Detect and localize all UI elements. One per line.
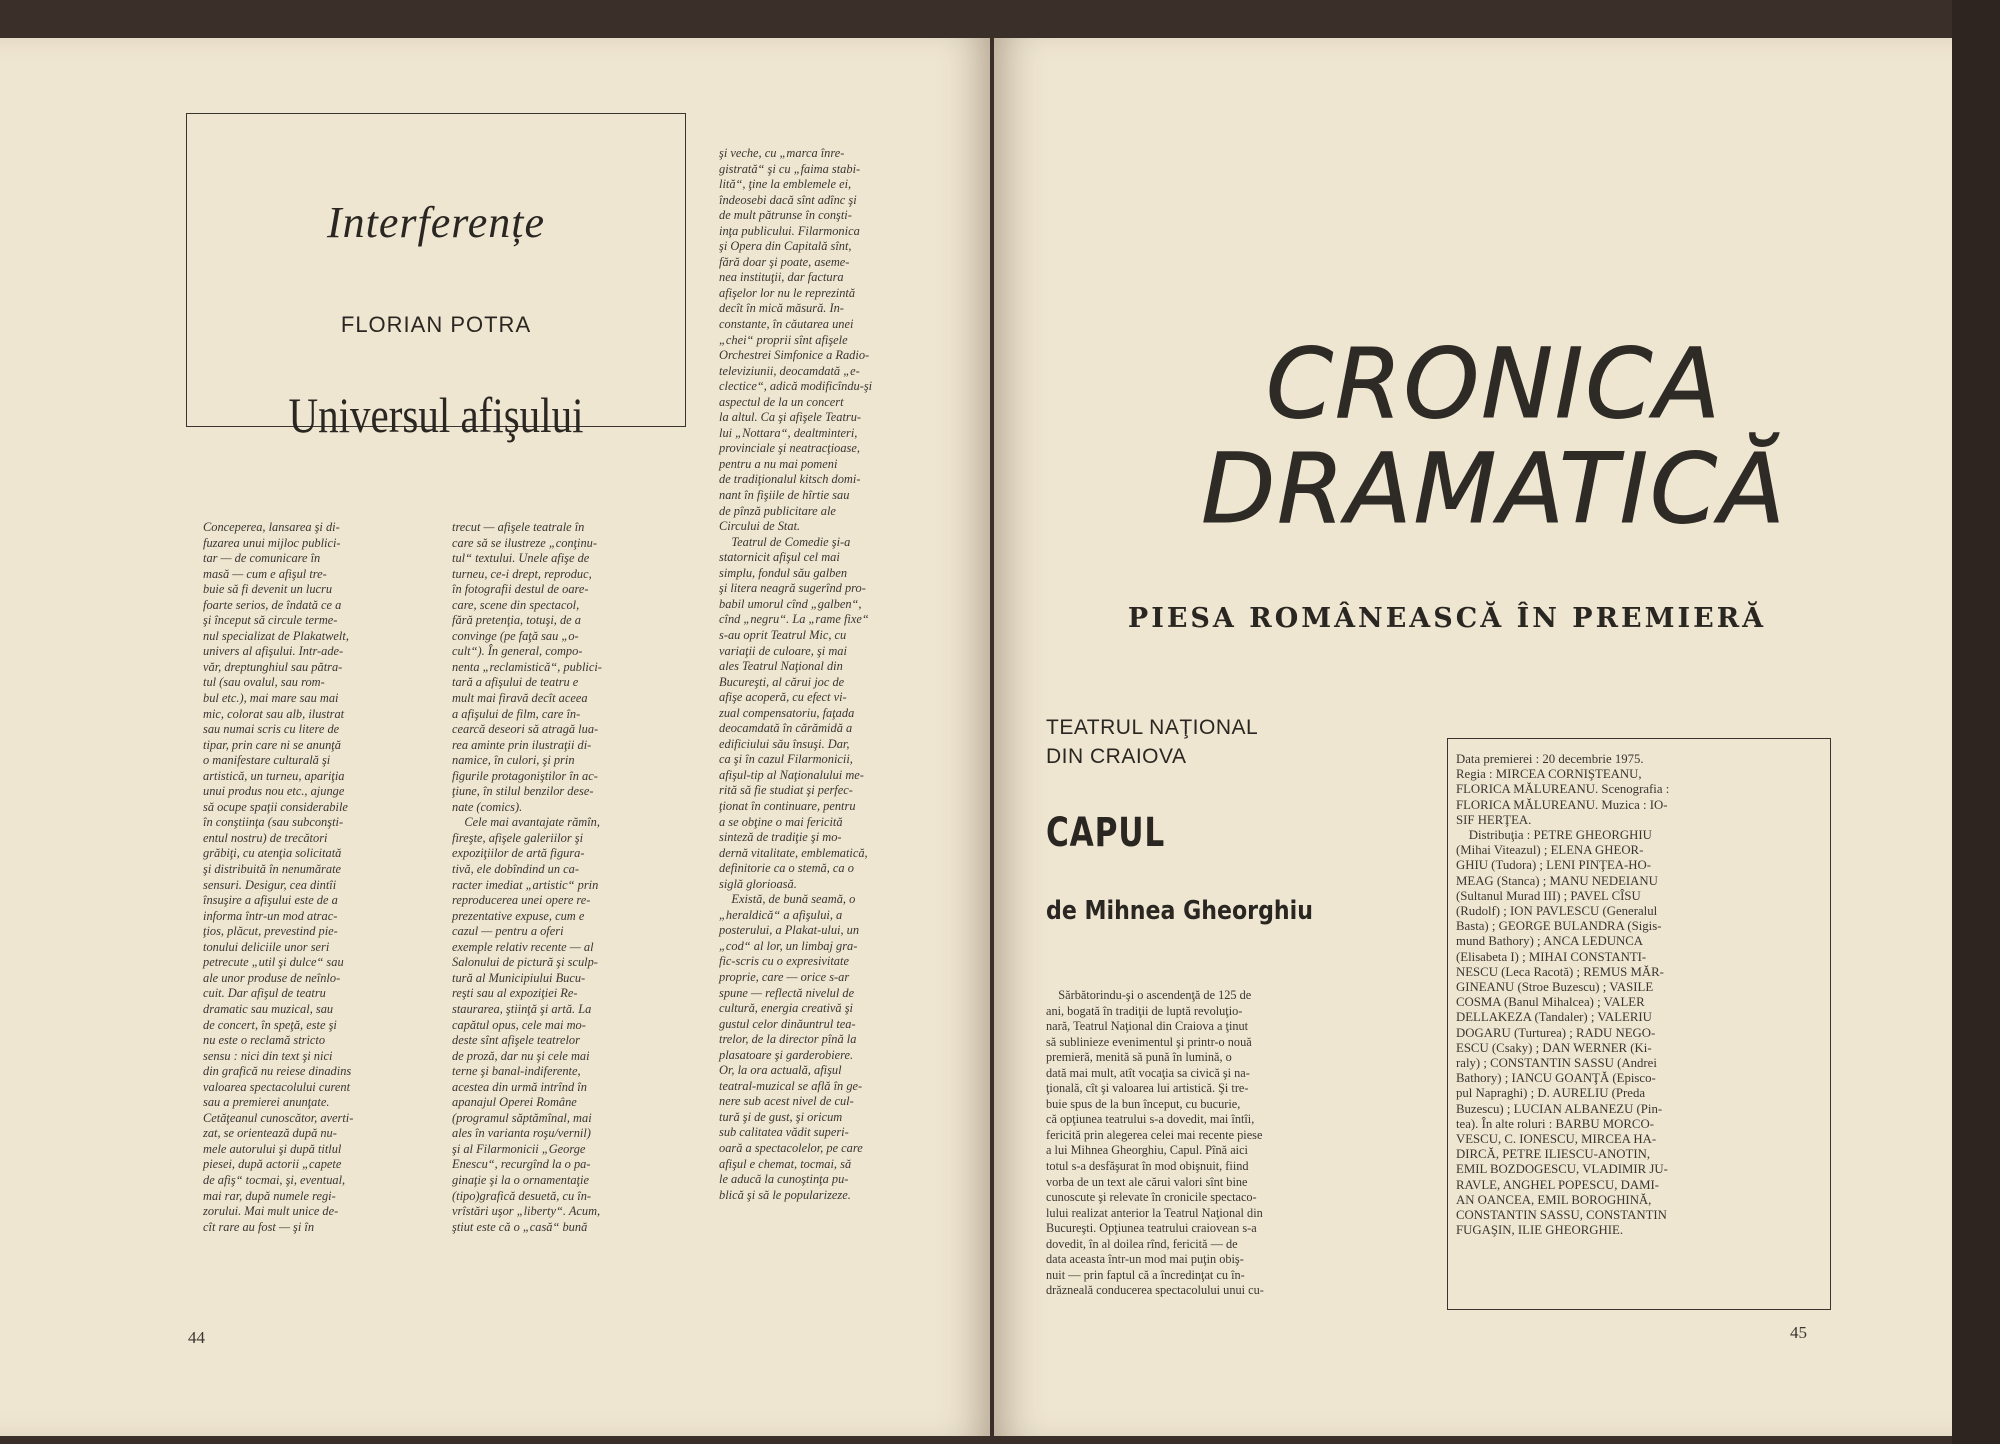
section-banner: PIESA ROMÂNEASCĂ ÎN PREMIERĂ [1127, 603, 1767, 634]
section-title-line-1: CRONICA [1265, 328, 1723, 440]
cast-list: Data premierei : 20 decembrie 1975. Regia : MIRCEA CORNIŞTEANU, FLORICA MĂLUREANU. Scenografia : FLORICA MĂLUREANU. Muzica : IO- SIF HERŢEA. Distribuţia : PETRE GHEORGHIU (Mihai Viteazul) ; ELENA GHEOR- GHIU (Tudora) ; LENI PINŢEA-HO- MEAG (Stanca) ; MANU NEDEIANU (Sultanul Murad III) ; PAVEL CÎSU (Rudolf) ; ION PAVLESCU (Generalul Basta) ; GEORGE BULANDRA (Sigis- mund Bathory) ; ANCA LEDUNCA (Elisabeta I) ; MIHAI CONSTANTI- NESCU (Leca Racotă) ; REMUS MĂR- GINEANU (Stroe Buzescu) ; VASILE COSMA (Banul Mihalcea) ; VALER DELLAKEZA (Tandaler) ; VALERIU DOGARU (Turturea) ; RADU NEGO- ESCU (Csaky) ; DAN WERNER (Ki- raly) ; CONSTANTIN SASSU (Andrei Bathory) ; IANCU GOANŢĂ (Episco- pul Napraghi) ; D. AURELIU (Preda Buzescu) ; LUCIAN ALBANEZU (Pin- tea). În alte roluri : BARBU MORCO- VESCU, C. IONESCU, MIRCEA HA- DIRCĂ, PETRE ILIESCU-ANOTIN, EMIL BOZDOGESCU, VLADIMIR JU- RAVLE, ANGHEL POPESCU, DAMI- AN OANCEA, EMIL BOROGHINĂ, CONSTANTIN SASSU, CONSTANTIN FUGAŞIN, ILIE GHEORGHIE. [1456, 752, 1670, 1238]
page-number-left: 44 [188, 1328, 205, 1347]
book-cover-right-edge [1952, 0, 2000, 1444]
article-column-2: trecut — afişele teatrale în care să se ilustreze „conţinu- tul“ textului. Unele afişe de turneu, ce-i drept, reproduc, în fotografii destul de oare- care, scene din spectacol, fără pretenţia, totuşi, de a convinge (pe faţă sau „o- cult“). În general, compo- nenta „reclamistică“, publici- tară a afişului de teatru e mult mai firavă decît aceea a afişului de film, care în- cearcă deseori să atragă lua- rea aminte prin ilustraţii di- namice, în culori, şi prin figurile protagoniştilor în ac- ţiune, în stilul benzilor dese- nate (comics). Cele mai avantajate rămîn, fireşte, afişele galeriilor şi expoziţiilor de artă figura- tivă, ele dobîndind un ca- racter imediat „artistic“ prin reproducerea unei opere re- prezentative expuse, cum e cazul — pentru a oferi exemple relativ recente — al Salonului de pictură şi sculp- tură al Municipiului Bucu- reşti sau al expoziţiei Re- staurarea, ştiinţă şi artă. La capătul opus, cele mai mo- deste sînt afişele teatrelor de proză, dar nu şi cele mai terne şi banal-indiferente, acestea din urmă intrînd în apanajul Operei Române (programul săptămînal, mai ales în varianta roşu/vernil) şi al Filarmonicii „George Enescu“, recurgînd la o pa- ginaţie şi la o ornamentaţie (tipo)grafică desuetă, cu în- vrîstări uşor „liberty“. Acum, ştiut este că o „casă“ bună [452, 520, 602, 1234]
review-text: Sărbătorindu-şi o ascendenţă de 125 de ani, bogată în tradiţii de luptă revoluţio- nară, Teatrul Naţional din Craiova a ţinut să sublinieze evenimentul şi printr-o nouă premieră, menită să pună în lumină, o dată mai mult, atît vocaţia sa civică şi na- ţională, cît şi valoarea lui artistică. Şi tre- buie spus de la bun început, cu bucurie, că opţiunea teatrului s-a dovedit, mai întîi, fericită prin alegerea celei mai recente piese a lui Mihnea Gheorghiu, Capul. Pînă aici totul s-a desfăşurat în mod obişnuit, fiind vorba de un text ale cărui valori sînt bine cunoscute şi relevate în cronicile spectaco- lului realizat anterior la Teatrul Naţional din Bucureşti. Opţiunea teatrului craiovean s-a dovedit, în al doilea rînd, fericită — de data aceasta într-un mod mai puţin obiş- nuit — prin faptul că a încredinţat cu în- drăzneală conducerea spectacolului unui cu- [1046, 988, 1264, 1298]
play-author: de Mihnea Gheorghiu [1046, 896, 1313, 926]
page-number-right: 45 [1790, 1323, 1807, 1342]
series-title: Interferențe [326, 198, 546, 247]
left-page [0, 38, 990, 1436]
article-column-3: şi veche, cu „marca înre- gistrată“ şi cu „faima stabi- lită“, ţine la emblemele ei, îndeosebi dacă sînt adînc şi de mult pătrunse în conşti- inţa publicului. Filarmonica şi Opera din Capitală sînt, fără doar şi poate, aseme- nea instituţii, dar factura afişelor lor nu le reprezintă decît în mică măsură. In- constante, în căutarea unei „chei“ proprii sînt afişele Orchestrei Simfonice a Radio- televiziunii, deocamdată „e- clectice“, adică modificîndu-şi aspectul de la un concert la altul. Ca şi afişele Teatru- lui „Nottara“, dealtminteri, provinciale şi neatracţioase, pentru a nu mai pomeni de tradiţionalul kitsch domi- nant în fişiile de hîrtie sau de pînză publicitare ale Circului de Stat. Teatrul de Comedie şi-a statornicit afişul cel mai simplu, fondul său galben şi litera neagră sugerînd pro- babil umorul cînd „galben“, cînd „negru“. La „rame fixe“ s-au oprit Teatrul Mic, cu variaţii de culoare, şi mai ales Teatrul Naţional din Bucureşti, al cărui joc de afişe acoperă, cu efect vi- zual compensatoriu, faţada deocamdată în cărămidă a edificiului său însuşi. Dar, ca şi în cazul Filarmonicii, afişul-tip al Naţionalului me- rită să fie studiat şi perfec- ţionat în continuare, pentru a se obţine o mai fericită sinteză de tradiţie şi mo- dernă vitalitate, emblematică, definitorie ca o stemă, ca o siglă glorioasă. Există, de bună seamă, o „heraldică“ a afişului, a posterului, a Plakat-ului, un „cod“ al lor, un limbaj gra- fic-scris cu o expresivitate proprie, care — orice s-ar spune — reflectă nivelul de cultură, energia creativă şi gustul celor dinăuntrul tea- trelor, de la director pînă la plasatoare şi garderobiere. Or, la ora actuală, afişul teatral-muzical se află în ge- nere sub acest nivel de cul- tură şi de gust, şi oricum sub calitatea vădit superi- oară a spectacolelor, pe care afişul e chemat, tocmai, să le aducă la cunoştinţa pu- blică şi să le popularizeze. [719, 146, 873, 1202]
right-page [994, 38, 1952, 1436]
article-header-box [186, 113, 686, 443]
article-column-1: Conceperea, lansarea şi di- fuzarea unui mijloc publici- tar — de comunicare în masă — cum e afişul tre- buie să fi devenit un lucru foarte serios, de îndată ce a şi început să circule terme- nul specializat de Plakatwelt, univers al afişului. Intr-ade- văr, dreptunghiul sau pătra- tul (sau ovalul, sau rom- bul etc.), mai mare sau mai mic, colorat sau alb, ilustrat sau numai scris cu litere de tipar, prin care ni se anunţă o manifestare culturală şi artistică, un turneu, apariţia unui produs nou etc., ajunge să ocupe spaţii considerabile în conştiinţa (sau subconşti- entul nostru) de trecători grăbiţi, cu atenţia solicitată şi distribuită în nenumărate sensuri. Desigur, cea dintîi însuşire a afişului este de a informa într-un mod atrac- ţios, plăcut, prevestind pie- tonului deliciile unor seri petrecute „util şi dulce“ sau ale unor produse de neînlo- cuit. Dar afişul de teatru dramatic sau muzical, sau de concert, în speţă, este şi nu este o reclamă stricto sensu : nici din text şi nici din grafică nu reiese dinadins valoarea spectacolului curent sau a premierei anunţate. Cetăţeanul cunoscător, averti- zat, se orientează după nu- mele autorului şi după titlul piesei, după actorii „capete de afiş“ tocmai, şi, eventual, mai rar, după numele regi- zorului. Mai mult unice de- cît rare au fost — şi în [203, 520, 354, 1234]
article-heading: Universul afişului [288, 387, 584, 443]
play-title: CAPUL [1046, 810, 1166, 856]
section-title-line-2: DRAMATICĂ [1201, 433, 1787, 545]
theatre-name: TEATRUL NAŢIONAL DIN CRAIOVA [1046, 716, 1259, 768]
article-author: FLORIAN POTRA [340, 312, 532, 337]
